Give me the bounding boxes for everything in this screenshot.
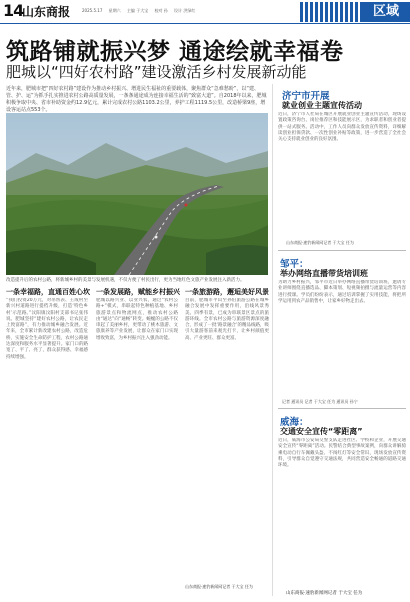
side-story-1-region: 济宁市开展 — [282, 91, 330, 102]
side-story-2-region: 邹平： — [280, 259, 309, 270]
side-story-2-title: 举办网络直播带货培训班 — [280, 269, 368, 278]
side-story-3-byline: 山东商报·速豹新闻网记者 于大宝 任为 — [286, 591, 363, 596]
issue-weekday: 星期六 — [108, 8, 121, 13]
header-rule — [0, 23, 410, 24]
section-tag: 区域 — [362, 2, 410, 22]
issue-date: 2025.5.17 — [82, 8, 103, 13]
proof-credit: 校对 孙 — [154, 8, 168, 13]
side-story-3-text: 近日，威海市公安局交警支队走进社区、学校和企业，开展交通安全宣传“零距离”活动。民警结合典型事故案例，向群众讲解骑乘电动自行车佩戴头盔、不闯红灯等安全常识，现场发放宣传资料，引导群众自觉遵守交通法规，共同营造安全畅通的道路交通环境。 — [278, 438, 406, 469]
side-story-1-text: 近日，济宁市人社局在城区开展就业创业主题宣传活动，现场设置政策咨询台、岗位推荐区和技能展示区，为求职者和创业者提供一站式服务。活动中，工作人员向群众发放宣传资料，详细解读创业担保贷款、一次性创业补贴等政策，进一步营造了全社会关心支持就业创业的良好氛围。 — [278, 112, 406, 143]
main-lead: 近年来，肥城市把“四好农村路”建设作为推动乡村振兴、增进民生福祉的重要载体，聚焦群众“急难愁盼”，以“建、管、护、运”为抓手扎实推进农村公路高质量发展，一条条通途成为连接幸福生活的“致富大道”。自2018年以来，肥城积极争取中央、省市补助资金约12.9亿元，累计完成农村公路1103.2公里，养护工程1119.5公里，改造桥梁9座，增设客运站点553个。 — [6, 86, 267, 113]
column-1-heading: 一条幸福路，直通百姓心坎 — [6, 288, 90, 296]
main-subhead: 肥城以“四好农村路”建设激活乡村发展新动能 — [6, 63, 307, 81]
photo-caption: 改造提升后的农村公路，将新城乡村的美景与发展机遇，不仅方便了村民出行，更为当地红色文旅产业发展注入新活力。 — [6, 278, 245, 283]
main-headline: 筑路铺就振兴梦 通途绘就幸福卷 — [6, 39, 344, 65]
column-1-text: “我们投资20万元，对吊帮表、王成村至新兴村道路进行提档升级，打造‘特色乡村’示范路。”汶阳镇汶阳村支部书记张伟说。肥城坚持“建好农村公路，让农民走上致富路”，有力推动城乡融合发展。近年来，全市累计新改建农村公路，改造危桥，实施安全生命防护工程，农村公路通达深度和服务水平显著提升。家门口的路宽了、平了、亮了，群众获得感、幸福感持续增强。 — [6, 298, 88, 360]
page-number: 14 — [3, 1, 24, 20]
designer-credit: 设计 洪绿红 — [174, 8, 196, 13]
side-divider-2 — [278, 408, 406, 409]
road-photo — [6, 113, 268, 275]
header-stripes — [300, 2, 362, 22]
editor-credit: 主编 于大宝 — [126, 8, 149, 13]
paper-name: 山东商报 — [22, 5, 71, 19]
side-story-1-title: 就业创业主题宣传活动 — [282, 101, 362, 110]
column-2-heading: 一条发展路，赋能乡村振兴 — [96, 288, 180, 296]
side-story-3-region: 威海： — [280, 417, 309, 428]
side-story-2-byline: 记者 通讯员 记者 于大宝 任为 通讯员 孙宁 — [282, 399, 358, 404]
page-header — [0, 0, 410, 22]
column-2-text: 肥城以路兴业、以业兴农，通过“农村公路+”模式，串联起特色种植基地、乡村旅游景点和物流网点，推动农村公路由“通达”向“通畅”转变。蜿蜒的公路不仅串起了美丽乡村，更带动了桃木旅游、文旅康养等产业发展，让群众在家门口实现增收致富，为乡村振兴注入强劲动能。 — [96, 298, 178, 341]
column-divider — [272, 84, 273, 596]
column-3-heading: 一条旅游路，邂逅美好风景 — [185, 288, 269, 296]
side-story-2-text: 为助力乡村振兴，邹平市近日举办网络直播带货培训班，邀请专业讲师围绕直播选品、脚本策划、短视频拍摄与流量运营等内容进行授课。学员们纷纷表示，通过培训掌握了实用技能，将把所学运用到农产品销售中，让家乡好物走出去。 — [278, 280, 406, 304]
header-meta — [82, 8, 200, 14]
main-byline: 山东商报·速豹新闻网记者 于大宝 任为 — [185, 584, 253, 589]
side-divider-1 — [278, 250, 406, 251]
side-story-3-title: 交通安全宣传“零距离” — [280, 427, 363, 436]
column-3-text: 目前，肥城市平山至孙伯旅游公路在城乡融合发展中发挥重要作用，沿线风景秀美、四季有景，已成为串联景区景点的旅游环线。全市农村公路与旅游资源深度融合，形成了一批‘路景融合’的精品线路，吸引大量游客前来观光打卡，让乡村颜值更高、产业更旺、群众更富。 — [185, 298, 269, 341]
road-landscape-image — [6, 113, 268, 275]
side-story-1-byline: 山东商报·速豹新闻网记者 于大宝 任为 — [286, 240, 354, 245]
